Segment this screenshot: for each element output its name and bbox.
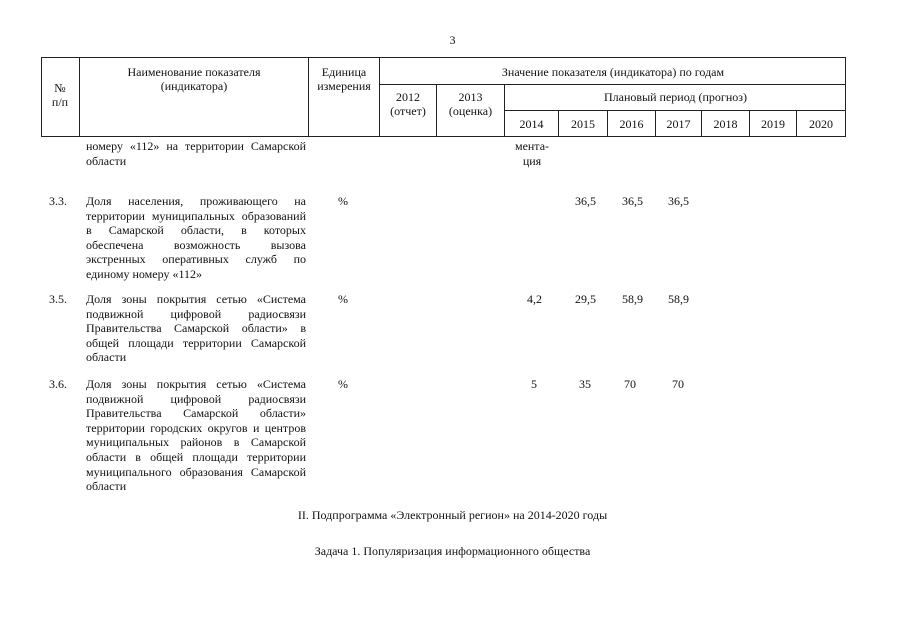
year-header: 2016	[619, 117, 644, 131]
subprogram-title: II. Подпрограмма «Электронный регион» на 2014-2020 годы	[297, 508, 608, 522]
value-2015: 35	[579, 377, 591, 391]
year-header: 2019	[761, 117, 785, 131]
continuation-name: номеру «112» на территории Самарской области	[86, 139, 306, 168]
task-title: Задача 1. Популяризация информационного общества	[314, 544, 591, 558]
page-number: 3	[449, 33, 456, 47]
value-2017: 36,5	[668, 194, 689, 208]
value-2015: 29,5	[575, 292, 596, 306]
row-number: 3.3.	[49, 194, 67, 208]
year-header: 2018	[713, 117, 738, 131]
value-2016: 70	[624, 377, 636, 391]
col-num-header: № п/п	[51, 81, 69, 109]
value-2015: 36,5	[575, 194, 596, 208]
col-name-header: Наименование показателя (индикатора)	[127, 65, 261, 93]
col-2012-header: 2012 (отчет)	[390, 90, 426, 118]
col-values-header: Значение показателя (индикатора) по годам	[501, 65, 725, 79]
year-header: 2017	[666, 117, 691, 131]
value-2016: 58,9	[622, 292, 643, 306]
col-unit-header: Единица измерения	[317, 65, 371, 93]
row-unit: %	[338, 194, 348, 208]
value-2017: 58,9	[668, 292, 689, 306]
row-number: 3.6.	[49, 377, 67, 391]
row-indicator-name: Доля населения, проживающего на территории муниципальных образований в Самарской области, в которых обеспечена возможность вызова экстренных оперативных служб по единому номеру «112»	[86, 194, 306, 281]
table-header	[41, 57, 846, 137]
row-indicator-name: Доля зоны покрытия сетью «Система подвижной цифровой радиосвязи Правительства Самарской области» территории городских округов и центров муниципальных районов в Самарской области в общей площади территории муниципального образования Самарской области	[86, 377, 306, 494]
value-2014: 5	[531, 377, 537, 391]
year-header: 2015	[571, 117, 595, 131]
value-2014: 4,2	[527, 292, 542, 306]
row-unit: %	[338, 292, 348, 306]
plan-period-header: Плановый период (прогноз)	[604, 90, 747, 104]
row-unit: %	[338, 377, 348, 391]
value-2017: 70	[672, 377, 684, 391]
year-header: 2014	[519, 117, 544, 131]
row-number: 3.5.	[49, 292, 67, 306]
year-header: 2020	[809, 117, 833, 131]
col-2013-header: 2013 (оценка)	[448, 90, 493, 118]
row-indicator-name: Доля зоны покрытия сетью «Система подвижной цифровой радиосвязи Правительства Самарской области» в общей площади территории Самарской области	[86, 292, 306, 365]
continuation-unit: мента- ция	[514, 139, 550, 168]
value-2016: 36,5	[622, 194, 643, 208]
